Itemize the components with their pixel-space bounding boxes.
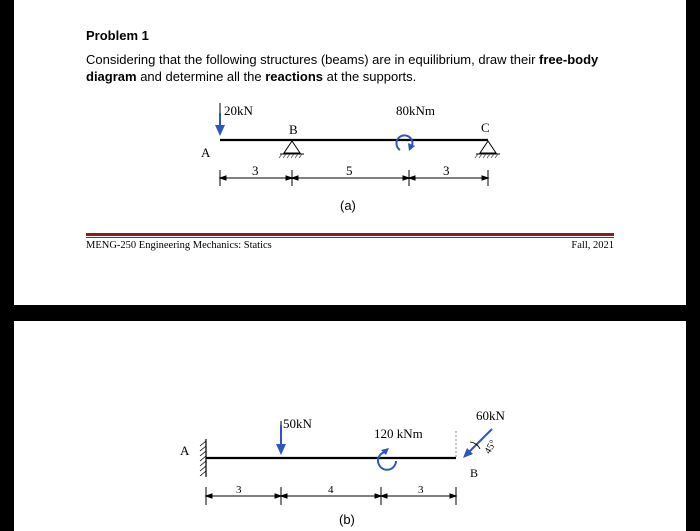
point-b-label: B <box>470 466 479 480</box>
dim-label: 3 <box>418 484 424 496</box>
problem-text-part: Considering that the following structures (beams) are in equilibrium, draw their <box>86 52 540 67</box>
footer-rule <box>86 233 614 236</box>
beam-b-diagram <box>14 321 686 531</box>
dim-label: 5 <box>346 163 353 178</box>
fixed-support-a <box>200 439 206 477</box>
load-20kn-label: 20kN <box>224 103 253 118</box>
beam-a-diagram <box>14 0 686 305</box>
footer-term: Fall, 2021 <box>571 240 614 251</box>
support-b-label: B <box>289 122 298 137</box>
angle-label: 45° <box>482 438 500 456</box>
dim-label: 4 <box>328 484 334 496</box>
footer-rule <box>86 237 614 238</box>
footer-course: MENG-250 Engineering Mechanics: Statics <box>86 240 272 251</box>
figure-caption-a: (a) <box>340 198 356 213</box>
dim-label: 3 <box>236 484 242 496</box>
support-c-label: C <box>481 120 490 135</box>
moment-120knm-label: 120 kNm <box>374 426 423 441</box>
problem-text-bold: reactions <box>265 69 324 84</box>
moment-80knm-icon <box>396 135 415 151</box>
pin-support-b <box>279 141 304 158</box>
load-50kn-label: 50kN <box>283 416 312 431</box>
problem-text-part: and determine all the <box>136 69 266 84</box>
problem-text-bold: free-body diagram <box>86 52 599 84</box>
dim-label: 3 <box>252 163 259 178</box>
point-a-label: A <box>180 443 190 458</box>
problem-title: Problem 1 <box>86 28 149 43</box>
document-page-1 <box>14 0 686 305</box>
problem-text-part: at the supports. <box>323 69 417 84</box>
inclined-load-label: 60kN <box>476 408 505 423</box>
figure-caption-b: (b) <box>339 512 355 527</box>
document-page-2 <box>14 321 686 531</box>
support-a-label: A <box>201 145 211 160</box>
pin-support-c <box>475 141 500 158</box>
moment-80knm-label: 80kNm <box>396 103 435 118</box>
dim-label: 3 <box>443 163 450 178</box>
